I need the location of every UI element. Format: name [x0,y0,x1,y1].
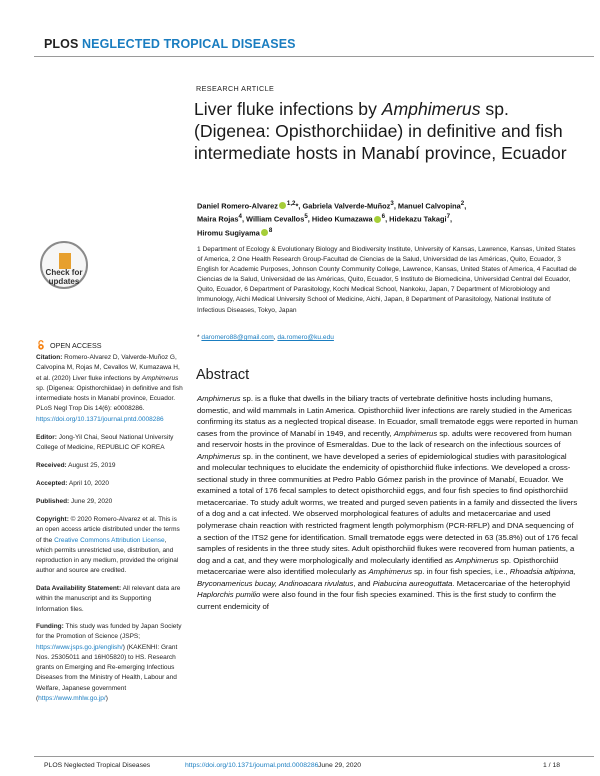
journal-name: NEGLECTED TROPICAL DISEASES [82,37,296,51]
orcid-icon[interactable] [374,216,381,223]
jsps-link[interactable]: https://www.jsps.go.jp/english/ [36,643,123,651]
open-access-indicator [36,340,102,350]
article-type-label: RESEARCH ARTICLE [196,84,275,93]
check-for-updates-badge[interactable] [40,241,88,293]
citation-doi-link[interactable]: https://doi.org/10.1371/journal.pntd.0008286 [36,415,164,423]
editor-block: Editor: Jong-Yil Chai, Seoul National University College of Medicine, REPUBLIC OF KOREA [36,434,174,452]
accepted-date: Accepted: April 10, 2020 [36,480,109,487]
footer-doi-link[interactable]: https://doi.org/10.1371/journal.pntd.0008286 [185,762,319,769]
page-number: 1 / 18 [543,762,561,769]
journal-header [44,37,296,51]
affiliations: 1 Department of Ecology & Evolutionary Biology and Biodiversity Institute, University of Kansas, Lawrence, Kansas, United States of America, 2 One Health Research Group-Facultad de Ciencias de la Salud, Universidad de las Américas, Quito, Ecuador, 3 English for Academic Purposes, Johnson County Community College, Lawrence, Kansas, United States of America, 4 Facultad de Ciencias de la Salud, Universidad de las Américas, Quito, Ecuador, 5 Instituto de Biomedicina, Universidad Central del Ecuador, Quito, Ecuador, 6 Department of Parasitology, Kochi Medical School, Nankoku, Japan, 7 Department of Microbiology and Immunology, Aichi Medical University School of Medicine, Aichi, Japan, 8 Department of Parasitology, National Institute of Infectious Diseases, Tokyo, Japan [197,246,577,314]
orcid-icon[interactable] [261,229,268,236]
footer-doi [185,762,318,769]
corresponding-email: * daromero88@gmail.com, da.romero@ku.edu [197,334,334,341]
email-link-1[interactable]: daromero88@gmail.com [201,334,274,341]
data-availability-block: Data Availability Statement: All relevant data are within the manuscript and its Supporting Information files. [36,585,181,613]
received-date: Received: August 25, 2019 [36,462,116,469]
license-link[interactable]: Creative Commons Attribution License [54,536,165,544]
abstract-body: Amphimerus sp. is a fluke that dwells in the biliary tracts of vertebrate definitive hosts including humans, domestic, and wild mammals in Latin America. Opisthorchiid liver infections are rarely studied in the Americas confirming its status as a neglected tropical disease. In Ecuador, small trematode eggs were reported in human cases from the province of Manabí in 1949, and recently, Amphimerus sp. adults were recovered from human and reservoir hosts in the province of Esmeraldas. Due to the lack of research on the infectious sources of Amphimerus sp. in the continent, we have developed a series of epidemiological studies with parasitological and molecular techniques to elucidate the endemicity of opisthorchiid fluke infections. We developed a cross-sectional study in three communities at Pedro Pablo Gómez parish in the province of Manabí, Ecuador. We examined a total of 176 fecal samples to detect opisthorchiid eggs, and four fish species to find opisthorchiid metacercariae. To study adult worms, we treated and purged seven patients in a family and dissected the livers of a dog and a cat infected. We observed morphological features of adults and metacercariae and used polymerase chain reaction with restricted fragment length polymorphism (PCR-RFLP) and DNA sequencing of a section of the ITS2 gene for identification. Small trematode eggs were detected in 63 (35.8%) out of 176 fecal samples of residents in the three study sites. Adult opisthorchiid flukes were recovered from human patients, a dog and a cat, and they were morphologically and molecularly identified as Amphimerus sp. Opisthorchiid metacercariae were also identified molecularly as Amphimerus sp. in four fish species, i.e., Rhoadsia altipinna, Bryconamericus bucay, Andinoacara rivulatus, and Piabucina aureoguttata. Metacercariae of the heterophyid Haplorchis pumilio were also found in the four fish species examined. This is the first study to confirm the current endemicity of [197,394,578,611]
article-title: Liver fluke infections by Amphimerus sp. (Digenea: Opisthorchiidae) in definitive and fish intermediate hosts in Manabí province, Ecuador [194,99,567,163]
email-link-2[interactable]: da.romero@ku.edu [277,334,334,341]
publisher-name: PLOS [44,37,79,51]
footer-divider [34,756,594,757]
bookmark-ribbon-icon [59,253,71,269]
author-list: Daniel Romero-Alvarez $^{1,2}$*, Gabriela Valverde-Muñoz$^3$, Manuel Calvopina$^2$, Maira Rojas$^4$, William Cevallos$^5$, Hideo Kumazawa $^6$, Hidekazu Takagi$^7$, Hiromu Sugiyama $^8$ [197,200,467,238]
abstract-heading: Abstract [196,367,250,383]
open-access-label: OPEN ACCESS [50,340,102,350]
footer-journal: PLOS Neglected Tropical Diseases [44,762,151,769]
funding-block: Funding: This study was funded by Japan Society for the Promotion of Science (JSPS; https://www.jsps.go.jp/english/) (KAKENHI: Grant Nos. 25305011 and 16H05820) to HS. Research grants on Emerging and Re-emerging Infectious Diseases from the Ministry of Health, Labour and Welfare, Japanese government (https://www.mhlw.go.jp/) [36,623,182,703]
published-date: Published: June 29, 2020 [36,498,113,505]
mhlw-link[interactable]: https://www.mhlw.go.jp/ [38,695,106,703]
check-for-updates-label: Check for updates [45,268,83,286]
copyright-block: Copyright: © 2020 Romero-Alvarez et al. This is an open access article distributed under the terms of the Creative Commons Attribution License, which permits unrestricted use, distribution, and reproduction in any medium, provided the original author and source are credited. [36,516,180,575]
header-divider [34,56,594,57]
footer-date: June 29, 2020 [318,762,362,769]
citation-block: Citation: Romero-Alvarez D, Valverde-Muñoz G, Calvopina M, Rojas M, Cevallos W, Kumazawa H, et al. (2020) Liver fluke infections by Amphimerus sp. (Digenea: Opisthorchiidae) in definitive and fish intermediate hosts in Manabí province, Ecuador. PLoS Negl Trop Dis 14(6): e0008286. https://doi.org/10.1371/journal.pntd.0008286 [36,354,183,423]
orcid-icon[interactable] [279,202,286,209]
open-access-lock-icon [36,340,46,350]
